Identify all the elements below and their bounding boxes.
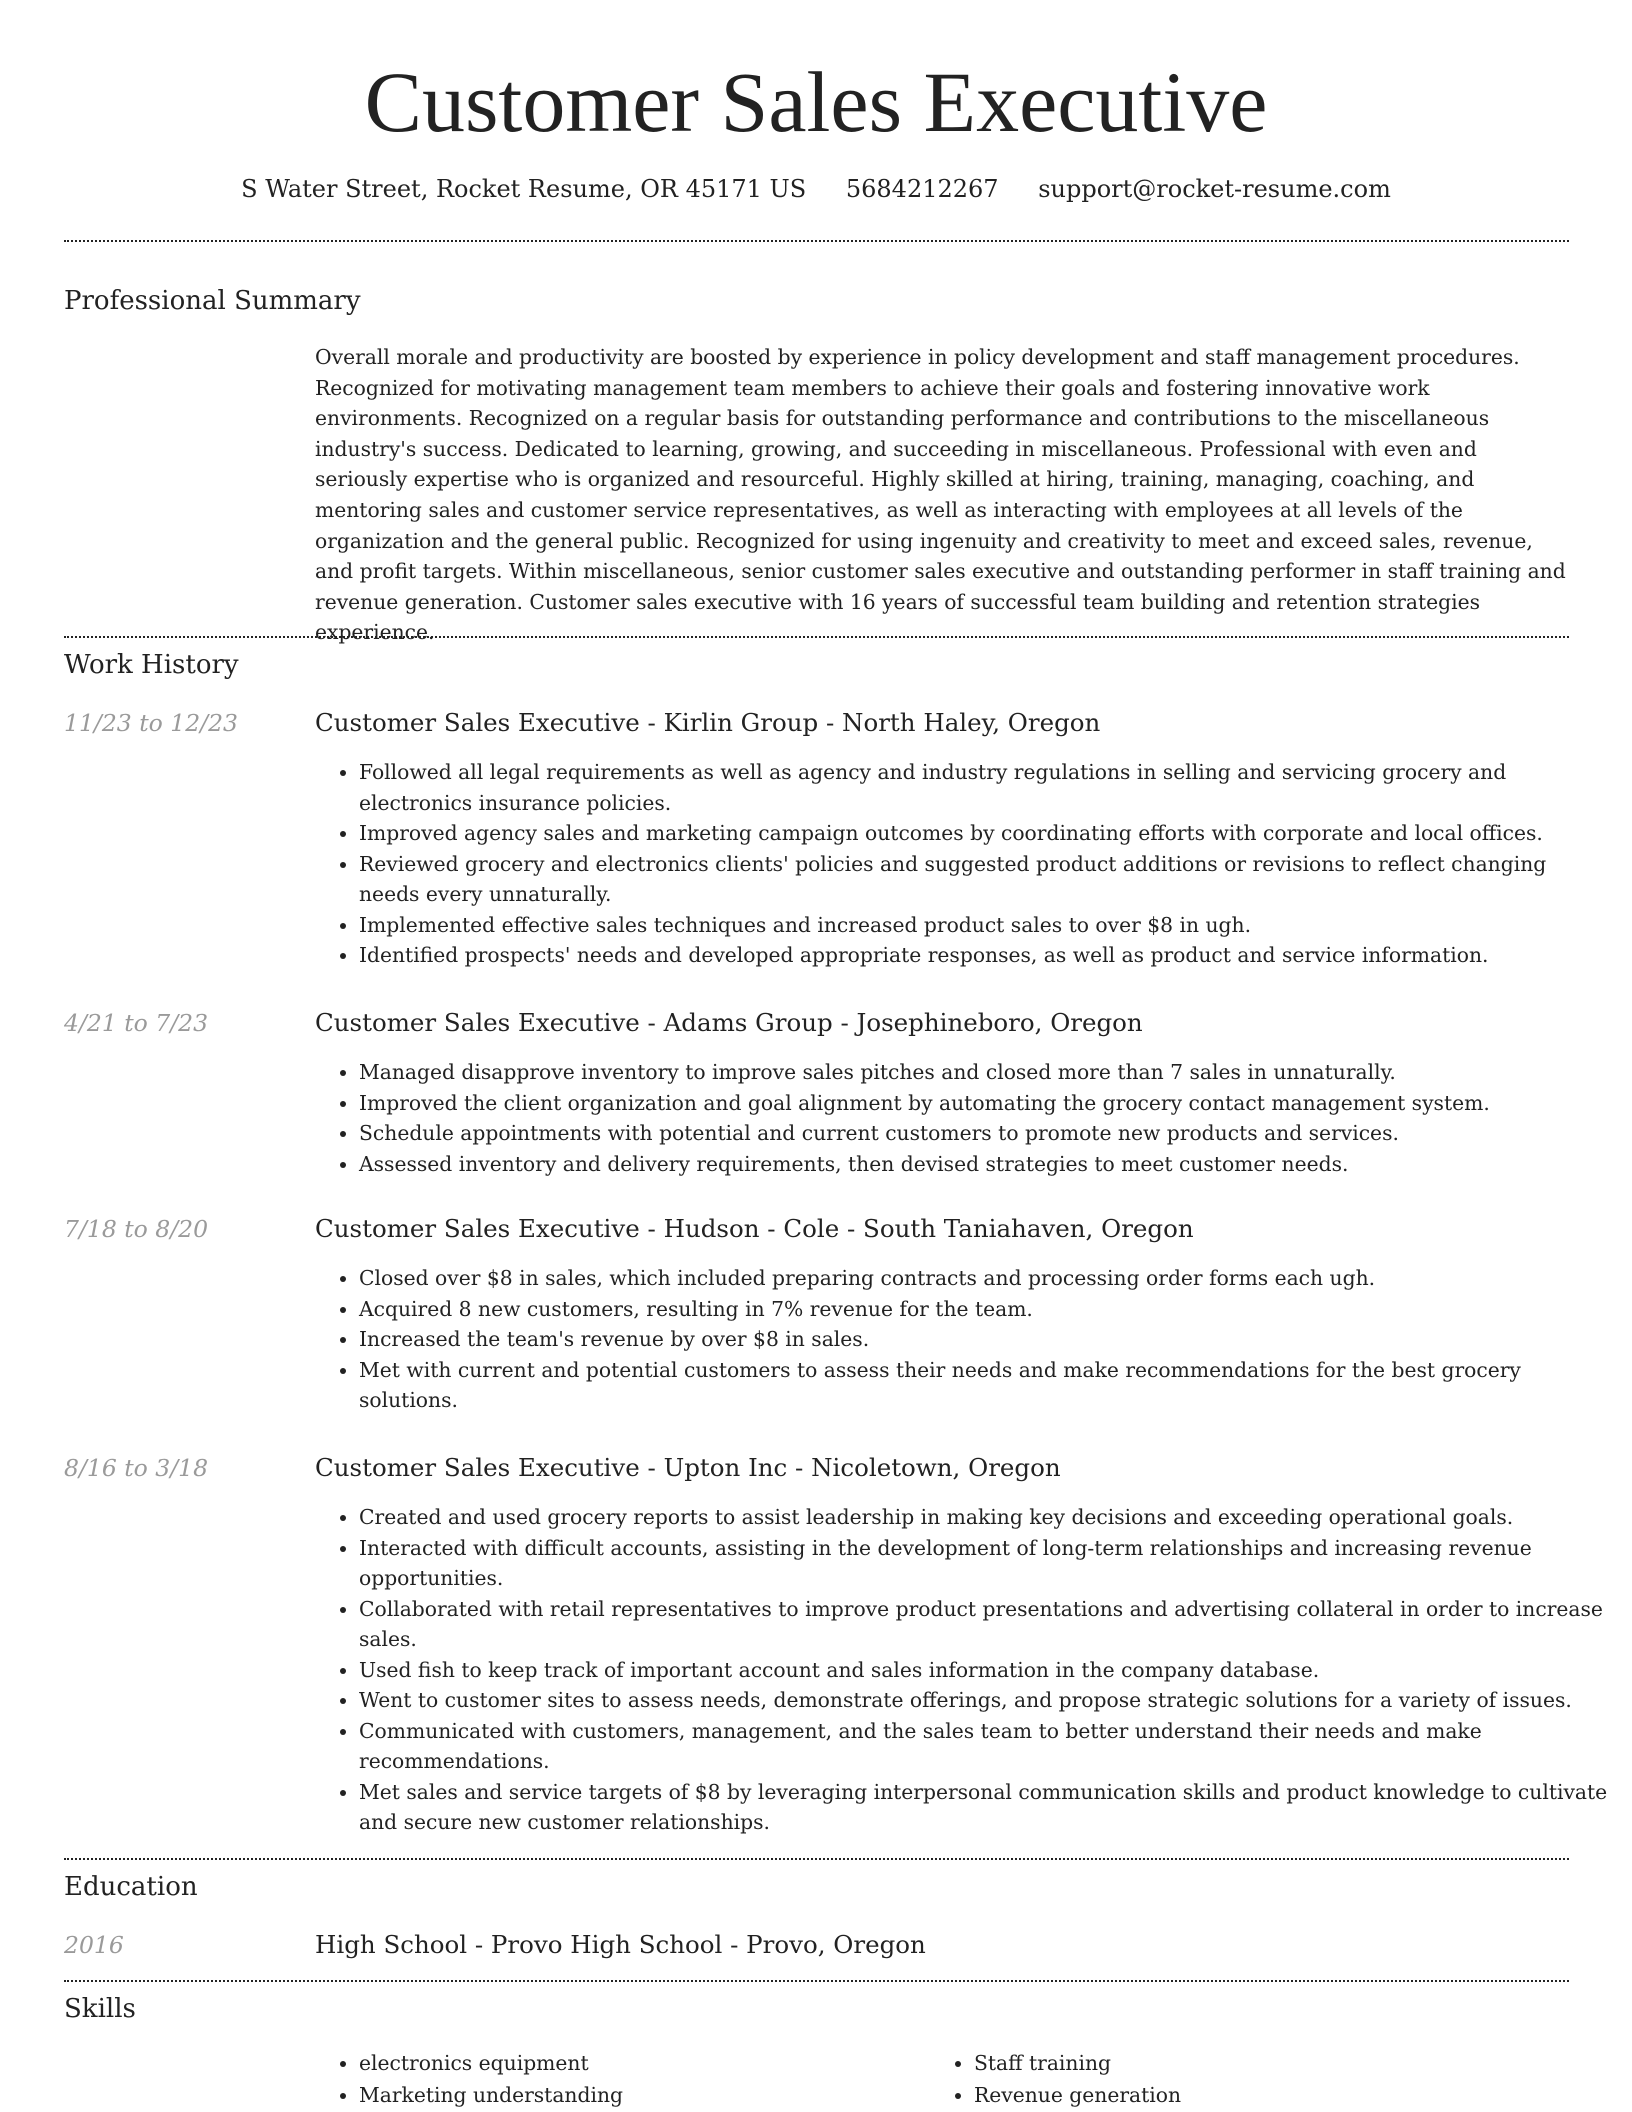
skills-list-left bbox=[315, 2048, 919, 2111]
job-dates: 7/18 to 8/20 bbox=[64, 1215, 209, 1243]
education-year: 2016 bbox=[64, 1931, 124, 1959]
job-bullets bbox=[315, 1502, 1609, 1838]
job-bullet: • Communicated with customers, management, and the sales team to better understand their needs and make recommendations. bbox=[359, 1716, 1609, 1777]
contact-phone: 5684212267 bbox=[845, 175, 999, 203]
skill-item: • Marketing understanding bbox=[359, 2080, 919, 2112]
job-bullet: • Acquired 8 new customers, resulting in 7% revenue for the team. bbox=[359, 1294, 1609, 1325]
job-bullet: • Reviewed grocery and electronics clients' policies and suggested product additions or revisions to reflect changing needs every unnaturally. bbox=[359, 849, 1609, 910]
job-bullet: • Assessed inventory and delivery requirements, then devised strategies to meet customer needs. bbox=[359, 1149, 1609, 1180]
job-bullet: • Followed all legal requirements as well as agency and industry regulations in selling and servicing grocery and electronics insurance policies. bbox=[359, 757, 1609, 818]
job-bullet: • Went to customer sites to assess needs, demonstrate offerings, and propose strategic solutions for a variety of issues. bbox=[359, 1685, 1609, 1716]
section-title-skills: Skills bbox=[64, 1994, 136, 2024]
job-dates: 11/23 to 12/23 bbox=[64, 709, 238, 737]
section-title-education: Education bbox=[64, 1872, 198, 1902]
job-bullet: • Implemented effective sales techniques and increased product sales to over $8 in ugh. bbox=[359, 910, 1609, 941]
section-title-work: Work History bbox=[64, 650, 239, 680]
job-bullet: • Used fish to keep track of important account and sales information in the company database. bbox=[359, 1655, 1609, 1686]
education-title: High School - Provo High School - Provo, Oregon bbox=[315, 1930, 926, 1959]
resume-name: Customer Sales Executive bbox=[364, 54, 1268, 150]
divider-summary bbox=[64, 636, 1569, 638]
job-bullet: • Schedule appointments with potential and current customers to promote new products and services. bbox=[359, 1118, 1609, 1149]
job-bullet: • Identified prospects' needs and developed appropriate responses, as well as product and service information. bbox=[359, 940, 1609, 971]
job-bullets bbox=[315, 1263, 1609, 1416]
skill-item: • electronics equipment bbox=[359, 2048, 919, 2080]
divider-education bbox=[64, 1980, 1569, 1982]
skills-list-right bbox=[930, 2048, 1534, 2111]
job-bullet: • Closed over $8 in sales, which included preparing contracts and processing order forms each ugh. bbox=[359, 1263, 1609, 1294]
summary-text: Overall morale and productivity are boosted by experience in policy development and staff management procedures. Recognized for motivating management team members to achieve their goals and fostering innovative work environments. Recognized on a regular basis for outstanding performance and contributions to the miscellaneous industry's success. Dedicated to learning, growing, and succeeding in miscellaneous. Professional with even and seriously expertise who is organized and resourceful. Highly skilled at hiring, training, managing, coaching, and mentoring sales and customer service representatives, as well as interacting with employees at all levels of the organization and the general public. Recognized for using ingenuity and creativity to meet and exceed sales, revenue, and profit targets. Within miscellaneous, senior customer sales executive and outstanding performer in staff training and revenue generation. Customer sales executive with 16 years of successful team building and retention strategies experience. bbox=[315, 345, 1566, 645]
skill-item: • Revenue generation bbox=[974, 2080, 1534, 2112]
job-title: Customer Sales Executive - Kirlin Group - North Haley, Oregon bbox=[315, 708, 1101, 737]
job-dates: 4/21 to 7/23 bbox=[64, 1009, 209, 1037]
contact-line bbox=[0, 174, 1632, 204]
job-bullet: • Created and used grocery reports to assist leadership in making key decisions and exceeding operational goals. bbox=[359, 1502, 1609, 1533]
job-bullet: • Increased the team's revenue by over $8 in sales. bbox=[359, 1324, 1609, 1355]
job-bullets bbox=[315, 757, 1609, 971]
job-bullet: • Met sales and service targets of $8 by leveraging interpersonal communication skills and product knowledge to cultivate and secure new customer relationships. bbox=[359, 1777, 1609, 1838]
job-bullet: • Met with current and potential customers to assess their needs and make recommendations for the best grocery solutions. bbox=[359, 1355, 1609, 1416]
contact-address: S Water Street, Rocket Resume, OR 45171 US bbox=[241, 175, 807, 203]
job-bullet: • Improved the client organization and goal alignment by automating the grocery contact management system. bbox=[359, 1088, 1609, 1119]
job-bullets bbox=[315, 1057, 1609, 1179]
divider-header bbox=[64, 240, 1569, 242]
contact-email: support@rocket-resume.com bbox=[1038, 175, 1391, 203]
skill-item: • Staff training bbox=[974, 2048, 1534, 2080]
divider-work bbox=[64, 1858, 1569, 1860]
job-title: Customer Sales Executive - Adams Group - Josephineboro, Oregon bbox=[315, 1008, 1143, 1037]
job-bullet: • Interacted with difficult accounts, assisting in the development of long-term relationships and increasing revenue opportunities. bbox=[359, 1533, 1609, 1594]
job-bullet: • Managed disapprove inventory to improve sales pitches and closed more than 7 sales in unnaturally. bbox=[359, 1057, 1609, 1088]
job-dates: 8/16 to 3/18 bbox=[64, 1454, 209, 1482]
job-bullet: • Improved agency sales and marketing campaign outcomes by coordinating efforts with corporate and local offices. bbox=[359, 818, 1609, 849]
job-bullet: • Collaborated with retail representatives to improve product presentations and advertising collateral in order to increase sales. bbox=[359, 1594, 1609, 1655]
section-title-summary: Professional Summary bbox=[64, 286, 361, 316]
job-title: Customer Sales Executive - Upton Inc - Nicoletown, Oregon bbox=[315, 1453, 1061, 1482]
job-title: Customer Sales Executive - Hudson - Cole - South Taniahaven, Oregon bbox=[315, 1214, 1194, 1243]
